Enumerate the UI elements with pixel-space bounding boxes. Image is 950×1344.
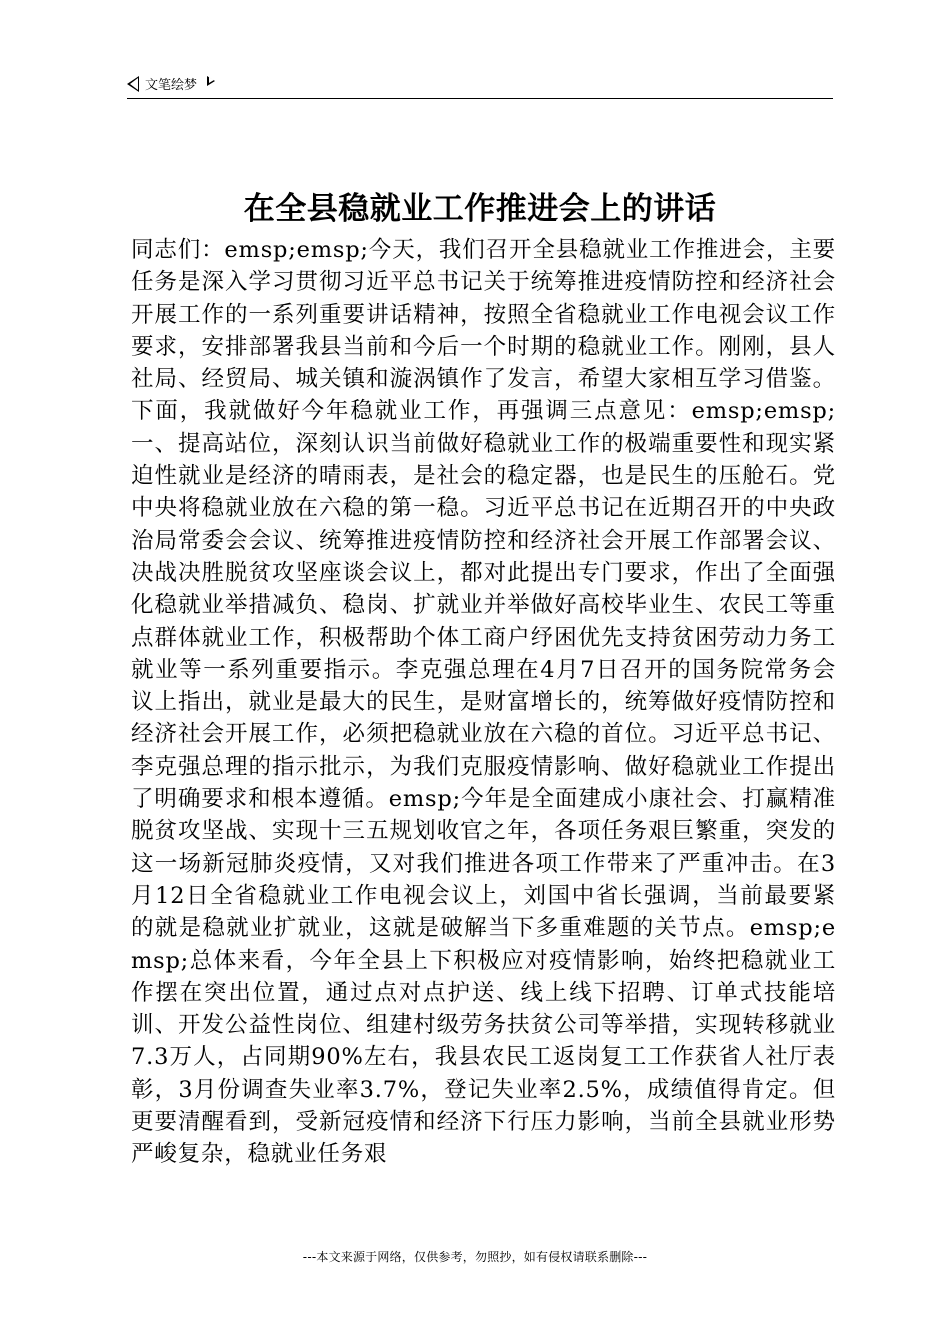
document-title: 在全县稳就业工作推进会上的讲话 [243,191,717,227]
triangle-right-icon [207,76,215,86]
page-header [127,72,833,99]
source-notice: ---本文来源于网络，仅供参考，勿照抄，如有侵权请联系删除--- [302,1250,648,1264]
triangle-left-icon [127,76,139,92]
header-brand-label: 文笔绘梦 [145,78,198,93]
header-brand [127,74,215,93]
document-body: 同志们：emsp;emsp;今天，我们召开全县稳就业工作推进会，主要任务是深入学习贯彻习近平总书记关于统筹推进疫情防控和经济社会开展工作的一系列重要讲话精神，按照全省稳就业工作电视会议工作要求，安排部署我县当前和今后一个时期的稳就业工作。刚刚，县人社局、经贸局、城关镇和漩涡镇作了发言，希望大家相互学习借鉴。下面，我就做好今年稳就业工作，再强调三点意见：emsp;emsp;一、提高站位，深刻认识当前做好稳就业工作的极端重要性和现实紧迫性就业是经济的晴雨表，是社会的稳定器，也是民生的压舱石。党中央将稳就业放在六稳的第一稳。习近平总书记在近期召开的中央政治局常委会会议、统筹推进疫情防控和经济社会开展工作部署会议、决战决胜脱贫攻坚座谈会议上，都对此提出专门要求，作出了全面强化稳就业举措减负、稳岗、扩就业并举做好高校毕业生、农民工等重点群体就业工作，积极帮助个体工商户纾困优先支持贫困劳动力务工就业等一系列重要指示。李克强总理在4月7日召开的国务院常务会议上指出，就业是最大的民生，是财富增长的，统筹做好疫情防控和经济社会开展工作，必须把稳就业放在六稳的首位。习近平总书记、李克强总理的指示批示，为我们克服疫情影响、做好稳就业工作提出了明确要求和根本遵循。emsp;今年是全面建成小康社会、打赢精准脱贫攻坚战、实现十三五规划收官之年，各项任务艰巨繁重，突发的这一场新冠肺炎疫情，又对我们推进各项工作带来了严重冲击。在3月12日全省稳就业工作电视会议上，刘国中省长强调，当前最要紧的就是稳就业扩就业，这就是破解当下多重难题的关节点。emsp;emsp;总体来看，今年全县上下积极应对疫情影响，始终把稳就业工作摆在突出位置，通过点对点护送、线上线下招聘、订单式技能培训、开发公益性岗位、组建村级劳务扶贫公司等举措，实现转移就业7.3万人，占同期90%左右，我县农民工返岗复工工作获省人社厅表彰，3月份调查失业率3.7%，登记失业率2.5%，成绩值得肯定。但更要清醒看到，受新冠疫情和经济下行压力影响，当前全县就业形势严峻复杂，稳就业任务艰 [131,237,836,1168]
